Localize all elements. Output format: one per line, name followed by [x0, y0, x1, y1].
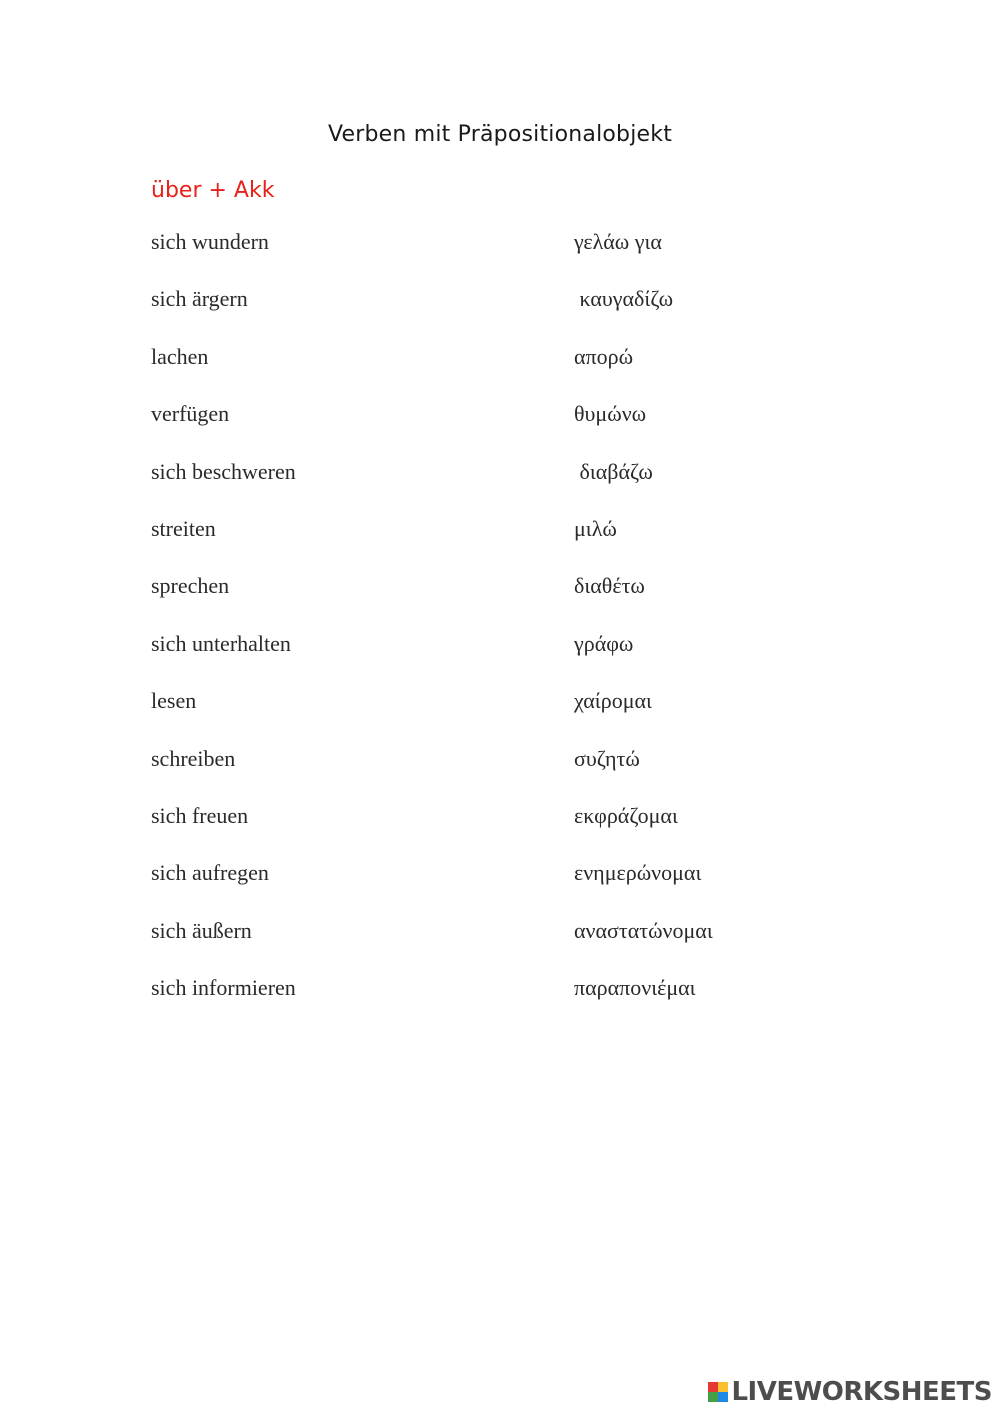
vocab-row — [151, 513, 851, 570]
german-verb: sich beschweren — [151, 458, 296, 484]
greek-verb: διαθέτω — [574, 573, 645, 599]
german-verb: sich aufregen — [151, 860, 269, 886]
brand-text: LIVEWORKSHEETS — [731, 1377, 992, 1407]
vocab-row — [151, 915, 851, 972]
vocab-row — [151, 570, 851, 627]
page-title: Verben mit Präpositionalobjekt — [327, 122, 673, 147]
vocab-list — [151, 226, 851, 1029]
liveworksheets-logo-icon — [708, 1382, 728, 1402]
vocab-row — [151, 685, 851, 742]
german-verb: verfügen — [151, 401, 230, 427]
section-heading: über + Akk — [151, 178, 275, 203]
logo-tile — [718, 1382, 728, 1392]
greek-verb: απορώ — [574, 343, 634, 369]
german-verb: sich äußern — [151, 917, 252, 943]
greek-verb: συζητώ — [574, 745, 640, 771]
vocab-row — [151, 226, 851, 283]
greek-verb: καυγαδίζω — [574, 286, 674, 312]
german-verb: sich informieren — [151, 975, 296, 1001]
german-verb: sich wundern — [151, 229, 269, 254]
german-verb: sich freuen — [151, 802, 249, 828]
vocab-row — [151, 857, 851, 914]
vocab-row — [151, 800, 851, 857]
german-verb: sich ärgern — [151, 286, 248, 312]
logo-tile — [708, 1382, 718, 1392]
greek-verb: διαβάζω — [574, 458, 653, 484]
greek-verb: ενημερώνομαι — [574, 860, 702, 886]
greek-verb: χαίρομαι — [574, 688, 652, 714]
vocab-row — [151, 398, 851, 455]
vocab-row — [151, 972, 851, 1029]
greek-verb: αναστατώνομαι — [574, 917, 713, 943]
vocab-row — [151, 628, 851, 685]
greek-verb: παραπονιέμαι — [574, 975, 696, 1001]
greek-verb: μιλώ — [574, 515, 617, 541]
greek-verb: θυμώνω — [574, 401, 647, 427]
vocab-row — [151, 341, 851, 398]
greek-verb: εκφράζομαι — [574, 802, 678, 828]
vocab-row — [151, 283, 851, 340]
german-verb: streiten — [151, 515, 216, 541]
vocab-row — [151, 743, 851, 800]
german-verb: sprechen — [151, 573, 230, 599]
german-verb: schreiben — [151, 745, 236, 771]
logo-tile — [718, 1392, 728, 1402]
logo-tile — [708, 1392, 718, 1402]
liveworksheets-brand — [708, 1377, 992, 1407]
german-verb: sich unterhalten — [151, 630, 291, 656]
german-verb: lesen — [151, 688, 197, 714]
german-verb: lachen — [151, 343, 209, 369]
vocab-row — [151, 456, 851, 513]
greek-verb: γράφω — [574, 630, 634, 656]
greek-verb: γελάω για — [574, 229, 662, 254]
